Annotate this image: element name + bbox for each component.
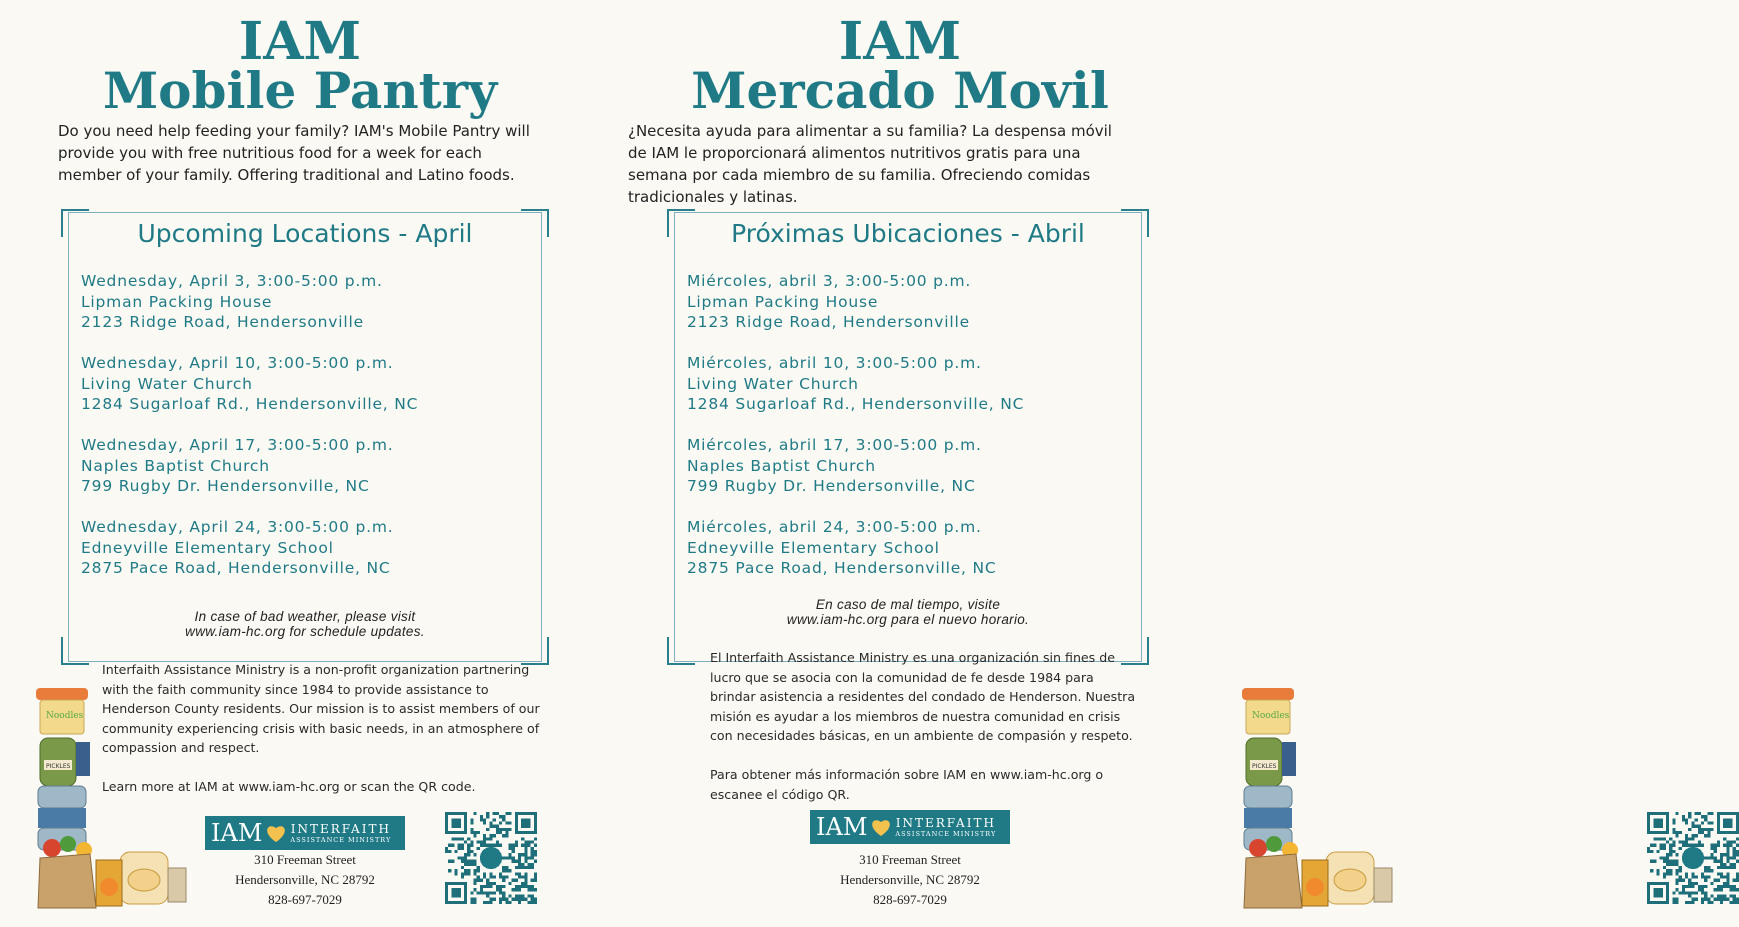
pickles-label: PICKLES <box>1252 763 1277 770</box>
title-mobile-pantry: Mobile Pantry <box>102 61 498 120</box>
city-address: Hendersonville, NC 28792 <box>235 872 375 887</box>
noodles-label: Noodles <box>46 711 84 721</box>
event-item <box>81 517 418 579</box>
event-address: 799 Rugby Dr. Hendersonville, NC <box>687 477 976 495</box>
contact-address <box>215 850 395 910</box>
iam-logo <box>810 810 1010 844</box>
event-place: Naples Baptist Church <box>81 456 270 475</box>
weather-notice <box>675 597 1141 627</box>
box-corner <box>61 637 89 665</box>
event-item <box>81 353 418 415</box>
phone-number: 828-697-7029 <box>268 892 342 907</box>
event-list <box>687 271 1024 599</box>
locations-heading: Upcoming Locations - April <box>137 219 473 248</box>
weather-line-2: www.iam-hc.org for schedule updates. <box>185 624 425 639</box>
intro-paragraph: ¿Necesita ayuda para alimentar a su familia? La despensa móvil de IAM le proporcionará alimentos nutritivos gratis para una semana por cada miembro de su familia. Ofreciendo comidas tradicionales y latinas. <box>628 122 1112 206</box>
event-time: Miércoles, abril 24, 3:00-5:00 p.m. <box>687 518 982 536</box>
about-text <box>710 648 1140 824</box>
event-place: Edneyville Elementary School <box>687 538 940 557</box>
event-time: Wednesday, April 3, 3:00-5:00 p.m. <box>81 272 383 290</box>
event-item <box>81 435 418 497</box>
weather-line-1: In case of bad weather, please visit <box>194 609 416 624</box>
street-address: 310 Freeman Street <box>254 852 356 867</box>
logo-iam-text: IAM <box>816 813 868 841</box>
logo-org-name <box>895 817 996 838</box>
noodles-label: Noodles <box>1252 711 1290 721</box>
heart-icon <box>265 823 287 843</box>
title-mercado-movil: Mercado Movil <box>691 61 1109 120</box>
event-time: Wednesday, April 24, 3:00-5:00 p.m. <box>81 518 394 536</box>
weather-notice <box>69 609 541 639</box>
event-time: Miércoles, abril 17, 3:00-5:00 p.m. <box>687 436 982 454</box>
about-paragraph: El Interfaith Assistance Ministry es una organización sin fines de lucro que se asocia con la comunidad de fe desde 1984 para brindar asistencia a residentes del condado de Henderson. Nuestra misión es ayudar a los miembros de nuestra comunidad en crisis con necesidades básicas, en un ambiente de compasión y respeto. <box>710 650 1136 743</box>
city-address: Hendersonville, NC 28792 <box>840 872 980 887</box>
logo-line-2: ASSISTANCE MINISTRY <box>290 835 392 844</box>
event-address: 2123 Ridge Road, Hendersonville <box>81 313 364 331</box>
event-item <box>687 517 1024 579</box>
locations-box <box>674 212 1142 662</box>
event-item <box>687 271 1024 333</box>
phone-number: 828-697-7029 <box>873 892 947 907</box>
event-place: Naples Baptist Church <box>687 456 876 475</box>
event-address: 2123 Ridge Road, Hendersonville <box>687 313 970 331</box>
groceries-illustration <box>1236 682 1396 912</box>
event-place: Edneyville Elementary School <box>81 538 334 557</box>
groceries-illustration <box>30 682 190 912</box>
event-place: Living Water Church <box>81 374 253 393</box>
iam-logo <box>205 816 405 850</box>
event-item <box>81 271 418 333</box>
weather-line-2: www.iam-hc.org para el nuevo horario. <box>786 612 1030 627</box>
weather-line-1: En caso de mal tiempo, visite <box>815 597 1001 612</box>
qr-code-icon[interactable] <box>1647 812 1739 904</box>
logo-line-2: ASSISTANCE MINISTRY <box>895 829 997 838</box>
title-iam: IAM <box>838 11 962 72</box>
street-address: 310 Freeman Street <box>859 852 961 867</box>
title-iam: IAM <box>238 11 362 72</box>
qr-code-icon[interactable] <box>445 812 537 904</box>
event-list <box>81 271 418 599</box>
logo-line-1: INTERFAITH <box>895 815 996 830</box>
intro-paragraph: Do you need help feeding your family? IAM's Mobile Pantry will provide you with free nutritious food for a week for each member of your family. Offering traditional and Latino foods. <box>58 122 530 184</box>
locations-box <box>68 212 542 662</box>
event-place: Living Water Church <box>687 374 859 393</box>
contact-address-es <box>820 850 1000 910</box>
logo-iam-text: IAM <box>211 819 263 847</box>
event-address: 799 Rugby Dr. Hendersonville, NC <box>81 477 370 495</box>
event-time: Wednesday, April 17, 3:00-5:00 p.m. <box>81 436 394 454</box>
heart-icon <box>870 817 892 837</box>
event-address: 1284 Sugarloaf Rd., Hendersonville, NC <box>81 395 419 413</box>
logo-line-1: INTERFAITH <box>290 821 391 836</box>
english-panel <box>0 0 600 927</box>
event-time: Wednesday, April 10, 3:00-5:00 p.m. <box>81 354 394 372</box>
event-address: 2875 Pace Road, Hendersonville, NC <box>81 559 391 577</box>
event-item <box>687 435 1024 497</box>
about-paragraph: Interfaith Assistance Ministry is a non-profit organization partnering with the faith community since 1984 to provide assistance to Henderson County residents. Our mission is to assist members of our community experiencing crisis with basic needs, in an atmosphere of compassion and respect. <box>102 662 540 755</box>
learn-more-paragraph: Para obtener más información sobre IAM en www.iam-hc.org o escanee el código QR. <box>710 767 1104 802</box>
locations-heading: Próximas Ubicaciones - Abril <box>731 219 1085 248</box>
event-item <box>687 353 1024 415</box>
learn-more-paragraph: Learn more at IAM at www.iam-hc.org or scan the QR code. <box>102 779 476 794</box>
event-time: Miércoles, abril 10, 3:00-5:00 p.m. <box>687 354 982 372</box>
event-address: 1284 Sugarloaf Rd., Hendersonville, NC <box>687 395 1025 413</box>
spanish-panel <box>600 0 1290 927</box>
pickles-label: PICKLES <box>46 763 71 770</box>
logo-org-name <box>290 823 391 844</box>
event-time: Miércoles, abril 3, 3:00-5:00 p.m. <box>687 272 972 290</box>
event-place: Lipman Packing House <box>81 292 273 311</box>
event-place: Lipman Packing House <box>687 292 879 311</box>
event-address: 2875 Pace Road, Hendersonville, NC <box>687 559 997 577</box>
box-corner <box>667 637 695 665</box>
